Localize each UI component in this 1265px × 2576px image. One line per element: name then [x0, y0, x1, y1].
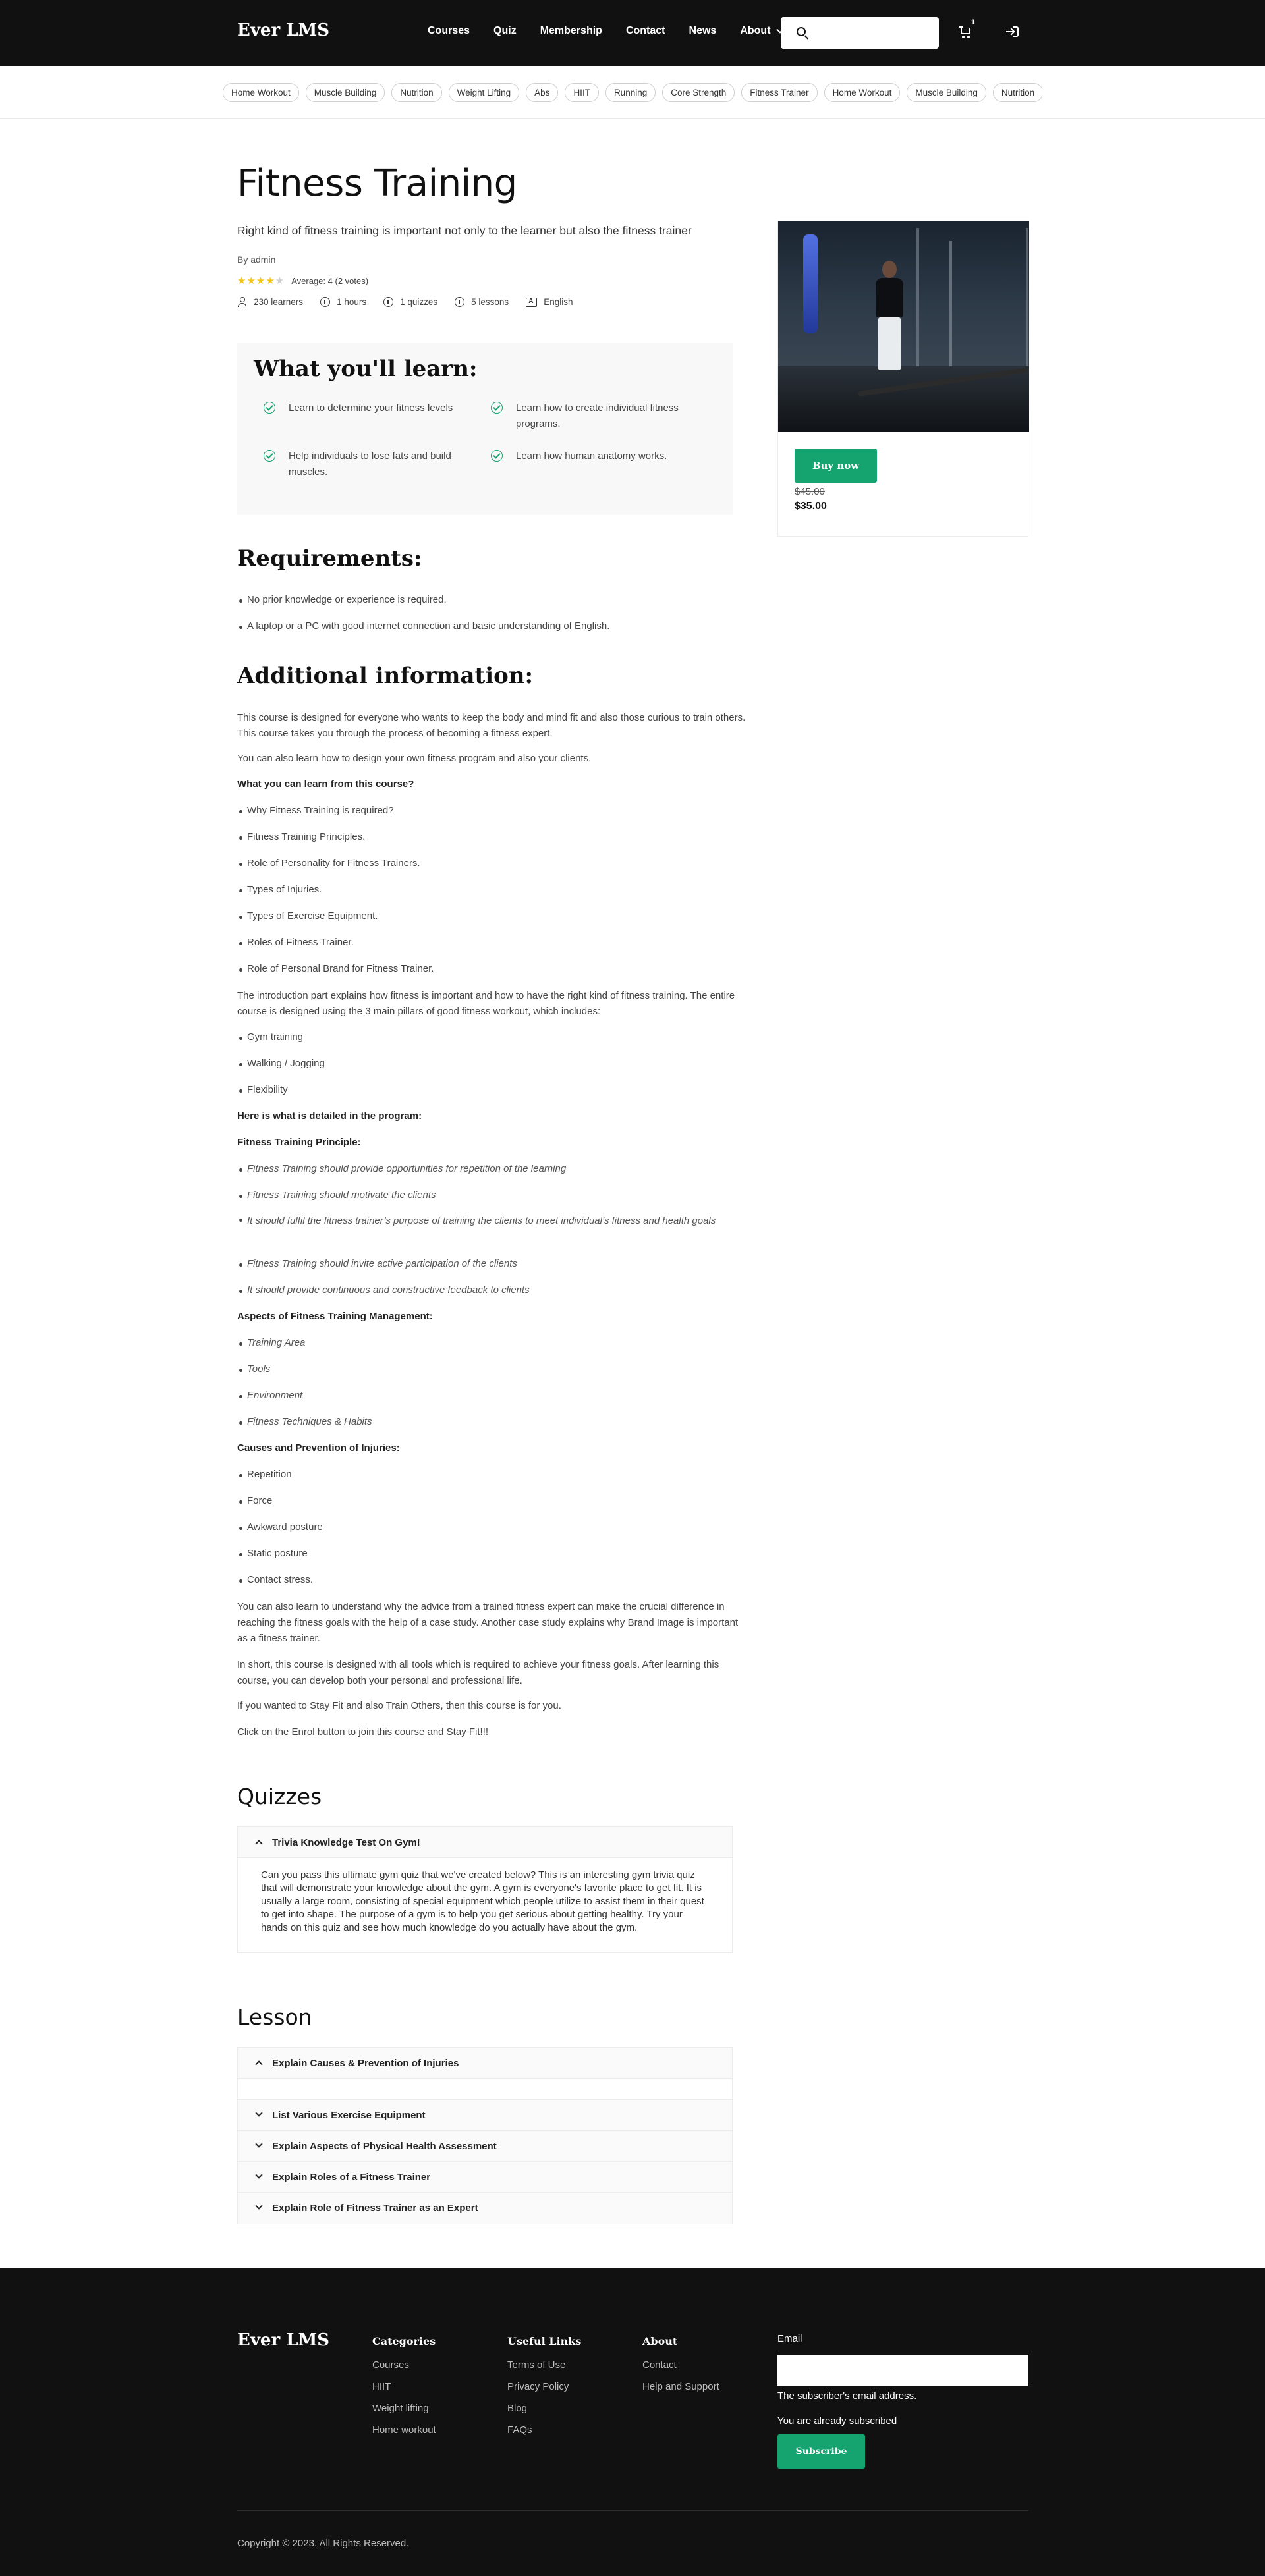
chevron-down-icon [255, 2202, 262, 2209]
requirement-item: A laptop or a PC with good internet connection and basic understanding of English. [247, 620, 610, 632]
lesson-accordion-header[interactable] [238, 2100, 732, 2131]
meta-lessons-text: 5 lessons [471, 297, 509, 307]
page-title: Fitness Training [237, 162, 517, 205]
nav-quiz[interactable]: Quiz [493, 25, 517, 36]
info-list-item: Types of Injuries. [247, 884, 322, 895]
category-chip[interactable]: Running [605, 83, 656, 102]
learn-item-text: Learn how to create individual fitness programs. [516, 402, 679, 429]
meta-language [526, 297, 573, 307]
search-input[interactable] [814, 22, 932, 43]
info-list-item: Gym training [247, 1031, 304, 1043]
info-list-item: Types of Exercise Equipment. [247, 910, 378, 921]
requirement-item: No prior knowledge or experience is required. [247, 594, 447, 605]
info-list-item: Roles of Fitness Trainer. [247, 937, 354, 948]
user-icon [237, 297, 247, 307]
footer-link[interactable]: Home workout [372, 2425, 436, 2436]
course-subtitle: Right kind of fitness training is important not only to the learner but also the fitness trainer [237, 224, 692, 237]
chevron-down-icon [255, 2109, 262, 2116]
buy-now-button[interactable]: Buy now [795, 449, 877, 483]
course-image-rack-bar [949, 241, 952, 366]
learn-item-text: Learn to determine your fitness levels [289, 402, 453, 414]
nav-about-label: About [740, 25, 771, 36]
copyright: Copyright © 2023. All Rights Reserved. [237, 2538, 409, 2549]
learn-item [264, 449, 455, 480]
category-track [217, 83, 1042, 102]
info-list-item: Environment [247, 1390, 303, 1401]
chevron-down-icon [255, 2171, 262, 2178]
lesson-item-title: Explain Causes & Prevention of Injuries [272, 2058, 459, 2069]
subscribe-button[interactable]: Subscribe [777, 2434, 865, 2469]
lesson-accordion-body [238, 2079, 732, 2100]
footer-link[interactable]: Courses [372, 2359, 409, 2370]
quizzes-title: Quizzes [237, 1784, 322, 1809]
info-paragraph: If you wanted to Stay Fit and also Train Others, then this course is for you. [237, 1700, 561, 1711]
meta-hours [320, 297, 366, 307]
meta-quizzes-text: 1 quizzes [400, 297, 438, 307]
info-heading: Fitness Training Principle: [237, 1137, 361, 1148]
info-list-item: It should fulfil the fitness trainer’s purpose of training the clients to meet individual’s fitness and health goals [247, 1213, 751, 1229]
learn-item-text: Learn how human anatomy works. [516, 451, 667, 462]
lesson-accordion-header[interactable] [238, 2131, 732, 2162]
cart-icon-wheel [967, 36, 970, 38]
category-scroller[interactable] [217, 66, 1042, 119]
lesson-accordion [237, 2047, 733, 2224]
check-icon [264, 450, 275, 462]
quiz-accordion [237, 1826, 733, 1953]
course-image-person-torso [876, 278, 903, 317]
footer-link[interactable]: Weight lifting [372, 2403, 429, 2414]
nav-news[interactable]: News [689, 25, 717, 36]
category-chip[interactable]: Weight Lifting [449, 83, 520, 102]
lesson-icon [455, 297, 464, 307]
category-chip[interactable]: Muscle Building [306, 83, 385, 102]
footer-link[interactable]: HIIT [372, 2381, 391, 2392]
subscribed-status: You are already subscribed [777, 2415, 897, 2426]
course-image-person-legs [878, 317, 901, 370]
quiz-description: Can you pass this ultimate gym quiz that we've created below? This is an interesting gym trivia quiz that will demonstrate your knowledge about the gym. A gym is everyone's favorite place to get fit. It is usually a large room, consisting of special equipment which people utilize to assist them in their quest to get into shape. The purpose of a gym is to help you get serious about getting healthy. Try your hands on this quiz and see how much knowledge do you actually have about the gym. [238, 1858, 732, 1952]
cart-count-badge: 1 [971, 18, 976, 26]
lesson-item-title: Explain Roles of a Fitness Trainer [272, 2172, 431, 2183]
info-list-item: Fitness Training should motivate the clients [247, 1190, 436, 1201]
login-icon-arrow [1006, 31, 1013, 32]
cart-icon-body [961, 28, 970, 34]
course-author[interactable]: By admin [237, 254, 276, 265]
info-paragraph: The introduction part explains how fitness is important and how to have the right kind of fitness training. The entire course is designed using the 3 main pillars of good fitness workout, which includes: [237, 990, 735, 1017]
info-list-item: Contact stress. [247, 1574, 314, 1585]
main-nav [428, 25, 806, 37]
meta-quizzes [383, 297, 437, 307]
course-image-person [870, 261, 910, 373]
lesson-item-title: Explain Aspects of Physical Health Assessment [272, 2141, 497, 2152]
category-chip[interactable]: Core Strength [662, 83, 735, 102]
info-list-item: Training Area [247, 1337, 306, 1348]
info-list-item: Fitness Training should provide opportunities for repetition of the learning [247, 1163, 567, 1174]
category-chip[interactable]: HIIT [565, 83, 599, 102]
learn-item [264, 400, 455, 416]
category-chip[interactable]: Abs [526, 83, 558, 102]
quiz-title: Trivia Knowledge Test On Gym! [272, 1837, 420, 1848]
check-icon [264, 402, 275, 414]
category-strip [0, 66, 1265, 119]
lesson-accordion-header[interactable] [238, 2048, 732, 2079]
info-heading: Aspects of Fitness Training Management: [237, 1311, 433, 1322]
learn-item [491, 449, 682, 464]
footer-divider [237, 2510, 1028, 2511]
site-footer [0, 2268, 1265, 2576]
star-rating-icon[interactable]: ★★★★★ [237, 275, 285, 287]
login-icon[interactable] [1005, 25, 1019, 38]
info-list-item: Flexibility [247, 1084, 288, 1095]
category-chip[interactable]: Home Workout [824, 83, 901, 102]
lesson-item-title: List Various Exercise Equipment [272, 2110, 426, 2121]
quiz-icon [383, 297, 393, 307]
info-list-item: Why Fitness Training is required? [247, 805, 394, 816]
footer-about [642, 2335, 719, 2403]
info-list-item: Role of Personality for Fitness Trainers. [247, 858, 420, 869]
footer-logo[interactable]: Ever LMS [237, 2330, 330, 2350]
footer-categories [372, 2335, 436, 2446]
site-header [0, 0, 1265, 66]
info-paragraph: This course is designed for everyone who wants to keep the body and mind fit and also those curious to train others. This course takes you through the process of becoming a fitness expert. [237, 712, 746, 739]
nav-contact[interactable]: Contact [625, 25, 665, 36]
footer-link[interactable]: Blog [507, 2403, 528, 2414]
category-chip[interactable]: Nutrition [391, 83, 441, 102]
purchase-card [777, 221, 1028, 537]
info-heading: What you can learn from this course? [237, 779, 414, 790]
info-list-item: Awkward posture [247, 1521, 323, 1533]
footer-link[interactable]: Contact [642, 2359, 677, 2370]
footer-useful-title: Useful Links [507, 2335, 582, 2347]
info-list-item: Walking / Jogging [247, 1058, 325, 1069]
info-list-item: Fitness Techniques & Habits [247, 1416, 372, 1427]
footer-about-title: About [642, 2335, 678, 2347]
meta-lessons [455, 297, 509, 307]
chevron-down-icon [255, 2140, 262, 2147]
cart-icon-wheel [962, 36, 965, 38]
info-paragraph: In short, this course is designed with all tools which is required to achieve your fitness goals. After learning this course, you can develop both your personal and professional life. [237, 1659, 719, 1686]
info-heading: Here is what is detailed in the program: [237, 1110, 422, 1122]
search-box[interactable] [781, 17, 939, 49]
info-heading: Causes and Prevention of Injuries: [237, 1442, 400, 1454]
info-list-item: Static posture [247, 1548, 308, 1559]
chevron-up-icon [255, 2060, 262, 2068]
course-rating [237, 275, 368, 287]
email-field[interactable] [777, 2355, 1028, 2386]
info-list-item: Tools [247, 1363, 271, 1375]
course-image-person-head [882, 261, 897, 278]
footer-link[interactable]: Privacy Policy [507, 2381, 569, 2392]
learn-item-text: Help individuals to lose fats and build muscles. [289, 451, 451, 478]
lesson-title: Lesson [237, 2004, 312, 2030]
info-list-item: Force [247, 1495, 273, 1506]
footer-link[interactable]: Help and Support [642, 2381, 719, 2392]
footer-categories-title: Categories [372, 2335, 436, 2347]
category-chip[interactable]: Nutrition [993, 83, 1042, 102]
lesson-item-title: Explain Role of Fitness Trainer as an Expert [272, 2203, 478, 2214]
nav-membership[interactable]: Membership [540, 25, 602, 36]
check-icon [491, 402, 503, 414]
category-chip[interactable]: Home Workout [223, 83, 299, 102]
meta-learners-text: 230 learners [254, 297, 304, 307]
meta-language-text: English [544, 297, 573, 307]
course-image [778, 221, 1029, 432]
site-logo[interactable]: Ever LMS [237, 20, 330, 40]
lesson-accordion-header[interactable] [238, 2193, 732, 2224]
course-image-light [803, 234, 818, 333]
meta-learners [237, 297, 303, 307]
quiz-accordion-header[interactable] [238, 1827, 732, 1858]
rating-text: Average: 4 (2 votes) [291, 275, 369, 286]
nav-about[interactable] [740, 25, 782, 37]
course-image-rack [916, 228, 1028, 366]
nav-courses[interactable]: Courses [428, 25, 470, 36]
additional-info-title: Additional information: [237, 663, 534, 689]
course-meta [237, 297, 590, 307]
lesson-accordion-header[interactable] [238, 2162, 732, 2193]
check-icon [491, 450, 503, 462]
info-list-item: Fitness Training Principles. [247, 831, 366, 842]
language-icon [526, 298, 537, 307]
category-chip[interactable]: Fitness Trainer [741, 83, 817, 102]
email-label: Email [777, 2333, 802, 2344]
info-paragraph: Click on the Enrol button to join this course and Stay Fit!!! [237, 1726, 489, 1738]
info-list-item: Role of Personal Brand for Fitness Trainer. [247, 963, 434, 974]
footer-useful-links [507, 2335, 581, 2446]
email-help-text: The subscriber's email address. [777, 2390, 917, 2401]
footer-link[interactable]: Terms of Use [507, 2359, 566, 2370]
clock-icon [320, 297, 330, 307]
chevron-up-icon [255, 1840, 262, 1847]
info-paragraph: You can also learn how to design your own fitness program and also your clients. [237, 753, 592, 764]
old-price: $45.00 [795, 486, 825, 497]
category-chip[interactable]: Muscle Building [907, 83, 986, 102]
info-list-item: It should provide continuous and constructive feedback to clients [247, 1284, 530, 1296]
footer-link[interactable]: FAQs [507, 2425, 532, 2436]
info-list-item: Repetition [247, 1469, 292, 1480]
requirements-title: Requirements: [237, 545, 422, 572]
search-icon[interactable] [797, 27, 806, 36]
learn-item [491, 400, 682, 432]
learn-title: What you'll learn: [254, 356, 478, 382]
info-list-item: Fitness Training should invite active participation of the clients [247, 1258, 517, 1269]
meta-hours-text: 1 hours [337, 297, 367, 307]
new-price: $35.00 [795, 501, 827, 512]
info-paragraph: You can also learn to understand why the advice from a trained fitness expert can make the crucial difference in reaching the fitness goals with the help of a case study. Another case study explains why Brand Image is important as a fitness trainer. [237, 1601, 739, 1644]
learn-section [237, 343, 733, 515]
cart-button[interactable] [959, 18, 976, 40]
